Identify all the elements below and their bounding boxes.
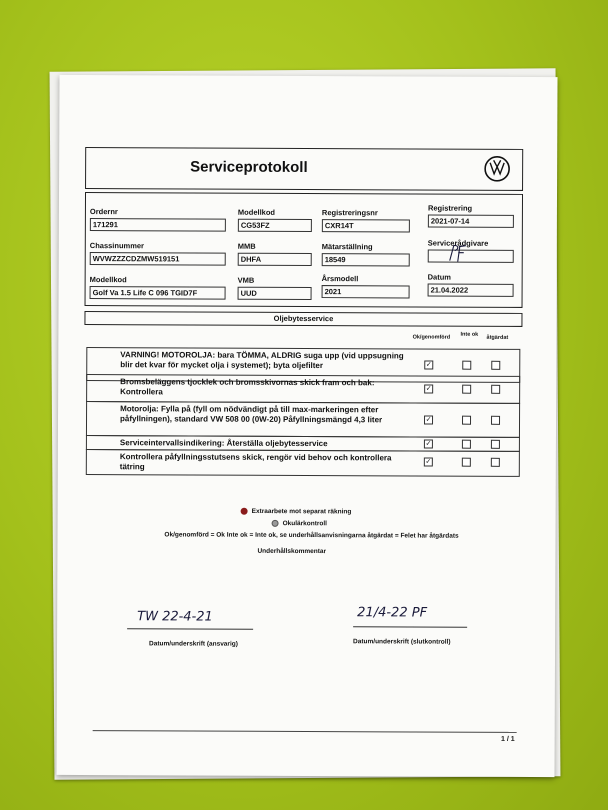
field-ordernr: Ordernr 171291	[90, 207, 226, 232]
atgardat-checkbox[interactable]	[491, 416, 500, 425]
atgardat-checkbox[interactable]	[491, 361, 500, 370]
atgardat-checkbox[interactable]	[491, 458, 500, 467]
right-signature-line	[353, 626, 467, 627]
field-servicer-dgivare: Servicerådgivare	[428, 239, 514, 263]
advisor-signature-icon	[446, 243, 476, 265]
legend-extra: Extraarbete mot separat räkning	[241, 508, 352, 516]
ok-checkbox[interactable]: ✓	[425, 416, 432, 424]
inte-ok-checkbox[interactable]	[462, 416, 471, 425]
inte-ok-checkbox[interactable]	[462, 385, 471, 394]
checklist-row: VARNING! MOTOROLJA: bara TÖMMA, ALDRIG suga upp (vid uppsugning blir det kvar för mycket olja i systemet); byta oljefilter ✓	[86, 347, 520, 383]
footer-divider	[93, 730, 517, 733]
vw-logo-icon	[484, 156, 510, 182]
right-signature-label: Datum/underskrift (slutkontroll)	[353, 638, 451, 646]
field-chassinummer: Chassinummer WVWZZZCDZMW519151	[90, 241, 226, 266]
field-datum: Datum 21.04.2022	[428, 273, 514, 297]
ok-checkbox[interactable]: ✓	[425, 361, 432, 369]
left-handwritten-signature: TW 22-4-21	[137, 609, 213, 625]
column-inte-ok-header: Inte ok	[460, 331, 479, 338]
field-vmb: VMB UUD	[238, 276, 312, 300]
legend-visual: Okulärkontroll	[272, 520, 327, 527]
left-signature-label: Datum/underskrift (ansvarig)	[149, 640, 238, 648]
checklist-row: Motorolja: Fylla på (fyll om nödvändigt på till max-markeringen efter påfyllningen), standard VW 508 00 (0W-20) Påfyllningsmängd 4,3 liter ✓	[86, 401, 520, 438]
eye-icon	[272, 520, 279, 527]
atgardat-checkbox[interactable]	[491, 440, 500, 449]
legend-explanation: Ok/genomförd = Ok Inte ok = Inte ok, se underhållsanvisningarna åtgärdat = Felet har åtgärdats	[164, 531, 459, 540]
inte-ok-checkbox[interactable]	[462, 458, 471, 467]
field-registreringsnr: Registreringsnr CXR14T	[322, 208, 410, 232]
field-registrering: Registrering 2021-07-14	[428, 204, 514, 228]
checklist-row: Kontrollera påfyllningsstutsens skick, rengör vid behov och kontrollera tätring ✓	[86, 449, 520, 477]
checklist-row: Serviceintervallsindikering: Återställa oljebytesservice ✓	[86, 435, 520, 452]
inte-ok-checkbox[interactable]	[462, 361, 471, 370]
red-dot-icon	[241, 508, 248, 515]
page-title: Serviceprotokoll	[190, 158, 308, 177]
ok-checkbox[interactable]: ✓	[425, 385, 432, 393]
field-modell: Modellkod Golf Va 1.5 Life C 096 TGID7F	[90, 275, 226, 300]
service-protocol-page	[56, 75, 557, 777]
field-modellkod: Modellkod CG53FZ	[238, 208, 312, 232]
comments-heading: Underhållskommentar	[257, 547, 327, 556]
title-box	[85, 147, 523, 191]
inte-ok-checkbox[interactable]	[462, 440, 471, 449]
field-arsmodell: Årsmodell 2021	[322, 274, 410, 298]
section-title: Oljebytesservice	[84, 311, 522, 327]
left-signature-line	[127, 628, 253, 630]
field-matarstallning: Mätarställning 18549	[322, 242, 410, 266]
column-ok-header: Ok/genomförd	[412, 334, 451, 341]
checklist-row: Bromsbeläggens tjocklek och bromsskivornas skick fram och bak: Kontrollera ✓	[86, 374, 520, 404]
right-handwritten-signature: 21/4-22 PF	[357, 605, 428, 621]
ok-checkbox[interactable]: ✓	[425, 458, 432, 466]
atgardat-checkbox[interactable]	[491, 385, 500, 394]
field-mmb: MMB DHFA	[238, 242, 312, 266]
page-number: 1 / 1	[500, 735, 515, 743]
column-atgardat-header: åtgärdat	[486, 334, 509, 341]
vehicle-info-box	[85, 192, 523, 308]
ok-checkbox[interactable]: ✓	[425, 440, 432, 448]
